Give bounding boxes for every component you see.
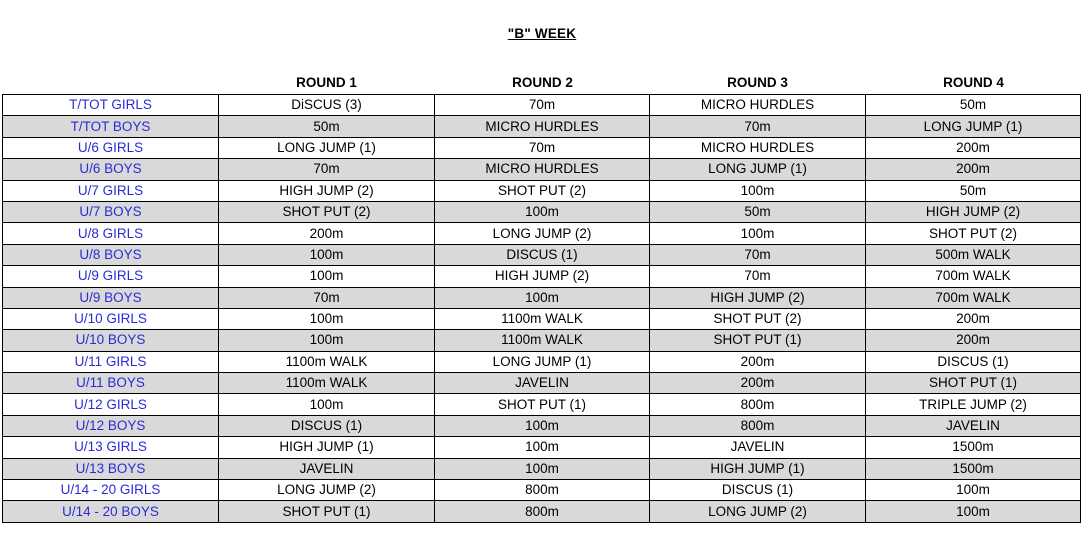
round-4-cell: DISCUS (1) [866,351,1081,372]
round-3-header: ROUND 3 [727,75,788,90]
round-3-cell: JAVELIN [650,437,866,458]
round-4-cell: 200m [866,159,1081,180]
round-1-cell: HIGH JUMP (2) [219,180,435,201]
round-2-cell: 100m [435,458,650,479]
round-2-cell: MICRO HURDLES [435,116,650,137]
age-group-cell: U/12 GIRLS [3,394,219,415]
table-row [3,116,1081,137]
age-group-cell: U/11 BOYS [3,373,219,394]
age-group-cell: U/11 GIRLS [3,351,219,372]
round-1-cell: 200m [219,223,435,244]
round-2-header: ROUND 2 [512,75,573,90]
round-4-cell: 200m [866,330,1081,351]
round-4-cell: 700m WALK [866,287,1081,308]
age-group-cell: U/12 BOYS [3,415,219,436]
round-3-cell: 200m [650,351,866,372]
round-4-cell: 1500m [866,458,1081,479]
round-1-cell: 100m [219,330,435,351]
table-row [3,480,1081,501]
round-4-cell: JAVELIN [866,415,1081,436]
age-group-cell: U/8 BOYS [3,244,219,265]
round-1-cell: JAVELIN [219,458,435,479]
round-2-cell: 70m [435,95,650,116]
age-group-cell: U/7 BOYS [3,201,219,222]
table-row [3,501,1081,522]
round-1-cell: HIGH JUMP (1) [219,437,435,458]
age-group-cell: U/13 GIRLS [3,437,219,458]
round-1-cell: 1100m WALK [219,373,435,394]
round-1-cell: 100m [219,308,435,329]
table-row [3,180,1081,201]
round-2-cell: 800m [435,501,650,522]
round-2-cell: JAVELIN [435,373,650,394]
schedule-table [2,94,1081,523]
round-3-cell: HIGH JUMP (2) [650,287,866,308]
round-4-cell: 50m [866,95,1081,116]
round-3-cell: 70m [650,244,866,265]
round-1-cell: 100m [219,244,435,265]
round-1-header: ROUND 1 [296,75,357,90]
table-row [3,159,1081,180]
round-4-cell: 100m [866,480,1081,501]
age-group-cell: U/14 - 20 GIRLS [3,480,219,501]
table-row [3,330,1081,351]
round-1-cell: 70m [219,287,435,308]
round-3-cell: LONG JUMP (1) [650,159,866,180]
round-3-cell: 100m [650,180,866,201]
round-3-cell: 800m [650,394,866,415]
round-4-cell: HIGH JUMP (2) [866,201,1081,222]
round-3-cell: SHOT PUT (1) [650,330,866,351]
round-1-cell: 50m [219,116,435,137]
table-row [3,244,1081,265]
round-3-cell: HIGH JUMP (1) [650,458,866,479]
round-2-cell: SHOT PUT (1) [435,394,650,415]
round-4-cell: 100m [866,501,1081,522]
round-4-cell: LONG JUMP (1) [866,116,1081,137]
round-4-header: ROUND 4 [943,75,1004,90]
table-row [3,394,1081,415]
round-1-cell: 1100m WALK [219,351,435,372]
round-1-cell: LONG JUMP (1) [219,137,435,158]
round-3-cell: 200m [650,373,866,394]
round-4-cell: 200m [866,308,1081,329]
round-3-cell: MICRO HURDLES [650,137,866,158]
table-row [3,95,1081,116]
round-3-cell: 800m [650,415,866,436]
schedule-body [3,95,1081,523]
age-group-cell: U/9 BOYS [3,287,219,308]
round-1-cell: DISCUS (1) [219,415,435,436]
round-1-cell: 70m [219,159,435,180]
round-3-cell: MICRO HURDLES [650,95,866,116]
table-row [3,223,1081,244]
age-group-cell: U/10 BOYS [3,330,219,351]
round-2-cell: 1100m WALK [435,308,650,329]
round-2-cell: MICRO HURDLES [435,159,650,180]
round-2-cell: 70m [435,137,650,158]
age-group-cell: U/6 BOYS [3,159,219,180]
round-1-cell: LONG JUMP (2) [219,480,435,501]
round-4-cell: SHOT PUT (1) [866,373,1081,394]
round-2-cell: DISCUS (1) [435,244,650,265]
round-2-cell: 800m [435,480,650,501]
round-4-cell: SHOT PUT (2) [866,223,1081,244]
round-2-cell: 1100m WALK [435,330,650,351]
round-2-cell: 100m [435,287,650,308]
age-group-cell: U/13 BOYS [3,458,219,479]
table-row [3,287,1081,308]
table-row [3,137,1081,158]
table-row [3,437,1081,458]
round-3-cell: SHOT PUT (2) [650,308,866,329]
round-3-cell: 50m [650,201,866,222]
round-4-cell: 1500m [866,437,1081,458]
table-row [3,266,1081,287]
round-3-cell: DISCUS (1) [650,480,866,501]
round-1-cell: 100m [219,394,435,415]
age-group-cell: U/9 GIRLS [3,266,219,287]
round-4-cell: 200m [866,137,1081,158]
round-3-cell: 70m [650,266,866,287]
round-1-cell: SHOT PUT (2) [219,201,435,222]
table-row [3,351,1081,372]
round-3-cell: 70m [650,116,866,137]
table-row [3,415,1081,436]
age-group-cell: U/6 GIRLS [3,137,219,158]
round-2-cell: 100m [435,437,650,458]
age-group-cell: U/10 GIRLS [3,308,219,329]
round-1-cell: SHOT PUT (1) [219,501,435,522]
age-group-cell: U/14 - 20 BOYS [3,501,219,522]
round-2-cell: HIGH JUMP (2) [435,266,650,287]
round-2-cell: LONG JUMP (1) [435,351,650,372]
round-1-cell: DiSCUS (3) [219,95,435,116]
table-row [3,458,1081,479]
age-group-cell: T/TOT GIRLS [3,95,219,116]
age-group-cell: T/TOT BOYS [3,116,219,137]
round-3-cell: 100m [650,223,866,244]
round-2-cell: LONG JUMP (2) [435,223,650,244]
round-4-cell: 50m [866,180,1081,201]
round-3-cell: LONG JUMP (2) [650,501,866,522]
round-2-cell: 100m [435,201,650,222]
round-2-cell: 100m [435,415,650,436]
round-4-cell: TRIPLE JUMP (2) [866,394,1081,415]
table-row [3,201,1081,222]
age-group-cell: U/8 GIRLS [3,223,219,244]
table-row [3,308,1081,329]
round-1-cell: 100m [219,266,435,287]
round-4-cell: 700m WALK [866,266,1081,287]
page-title: "B" WEEK [507,26,577,41]
age-group-cell: U/7 GIRLS [3,180,219,201]
round-4-cell: 500m WALK [866,244,1081,265]
round-2-cell: SHOT PUT (2) [435,180,650,201]
table-row [3,373,1081,394]
